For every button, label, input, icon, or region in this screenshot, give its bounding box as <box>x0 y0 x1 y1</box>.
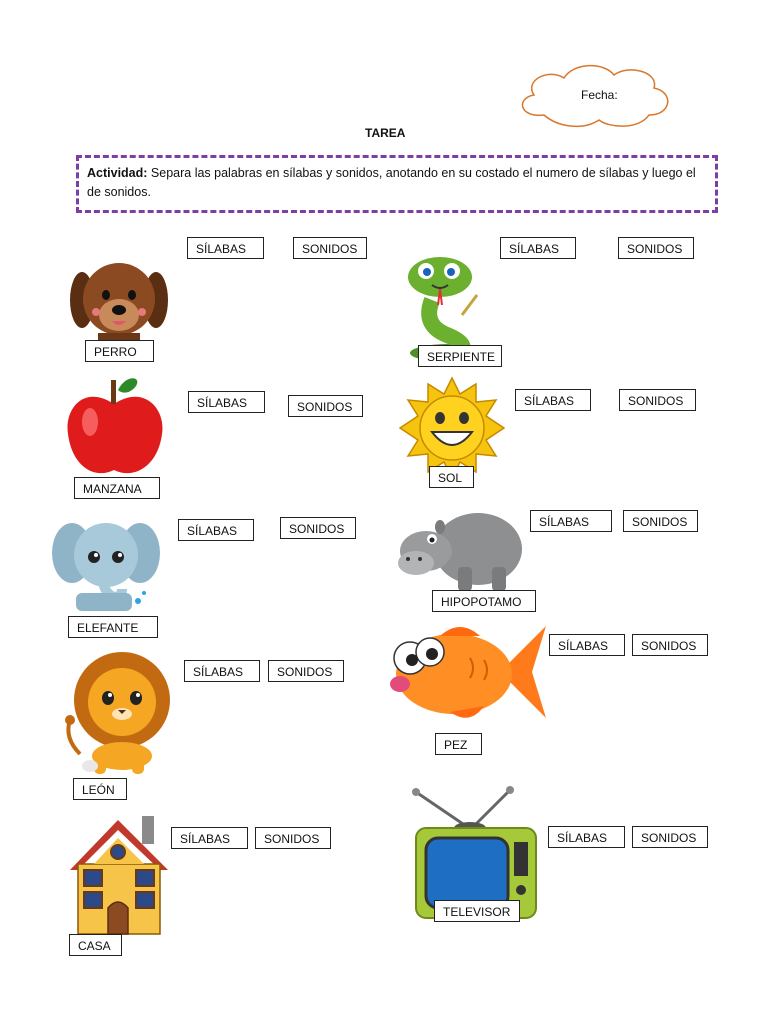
page-title: TAREA <box>365 126 406 140</box>
sounds-box-serpiente[interactable]: SONIDOS <box>618 237 694 259</box>
sounds-box-sol[interactable]: SONIDOS <box>619 389 696 411</box>
fish-icon <box>380 618 546 726</box>
syllables-box-sol[interactable]: SÍLABAS <box>515 389 591 411</box>
sounds-box-perro[interactable]: SONIDOS <box>293 237 367 259</box>
sounds-box-pez[interactable]: SONIDOS <box>632 634 708 656</box>
sounds-box-leon[interactable]: SONIDOS <box>268 660 344 682</box>
word-label-leon: LEÓN <box>73 778 127 800</box>
word-label-manzana: MANZANA <box>74 477 160 499</box>
house-icon <box>64 812 174 934</box>
date-label: Fecha: <box>581 88 618 102</box>
sounds-box-manzana[interactable]: SONIDOS <box>288 395 363 417</box>
syllables-box-manzana[interactable]: SÍLABAS <box>188 391 265 413</box>
syllables-box-casa[interactable]: SÍLABAS <box>171 827 248 849</box>
word-label-pez: PEZ <box>435 733 482 755</box>
word-label-serpiente: SERPIENTE <box>418 345 502 367</box>
syllables-box-serpiente[interactable]: SÍLABAS <box>500 237 576 259</box>
activity-instructions <box>76 155 718 213</box>
sounds-box-elefante[interactable]: SONIDOS <box>280 517 356 539</box>
word-label-casa: CASA <box>69 934 122 956</box>
sounds-box-casa[interactable]: SONIDOS <box>255 827 331 849</box>
sounds-box-televisor[interactable]: SONIDOS <box>632 826 708 848</box>
hippo-icon <box>396 507 524 593</box>
dog-icon <box>70 255 168 345</box>
word-label-hipopotamo: HIPOPOTAMO <box>432 590 536 612</box>
syllables-box-pez[interactable]: SÍLABAS <box>549 634 625 656</box>
syllables-box-leon[interactable]: SÍLABAS <box>184 660 260 682</box>
syllables-box-elefante[interactable]: SÍLABAS <box>178 519 254 541</box>
sounds-box-hipopotamo[interactable]: SONIDOS <box>623 510 698 532</box>
word-label-sol: SOL <box>429 466 474 488</box>
word-label-elefante: ELEFANTE <box>68 616 158 638</box>
word-label-televisor: TELEVISOR <box>434 900 520 922</box>
sun-icon <box>400 378 504 478</box>
word-label-perro: PERRO <box>85 340 154 362</box>
activity-text: Separa las palabras en sílabas y sonidos, anotando en su costado el numero de sílabas y luego el de sonidos. <box>87 166 696 199</box>
syllables-box-televisor[interactable]: SÍLABAS <box>548 826 625 848</box>
elephant-icon <box>52 513 160 613</box>
syllables-box-hipopotamo[interactable]: SÍLABAS <box>530 510 612 532</box>
apple-icon <box>64 374 166 480</box>
lion-icon <box>60 648 172 778</box>
syllables-box-perro[interactable]: SÍLABAS <box>187 237 264 259</box>
activity-label: Actividad: <box>87 166 148 180</box>
